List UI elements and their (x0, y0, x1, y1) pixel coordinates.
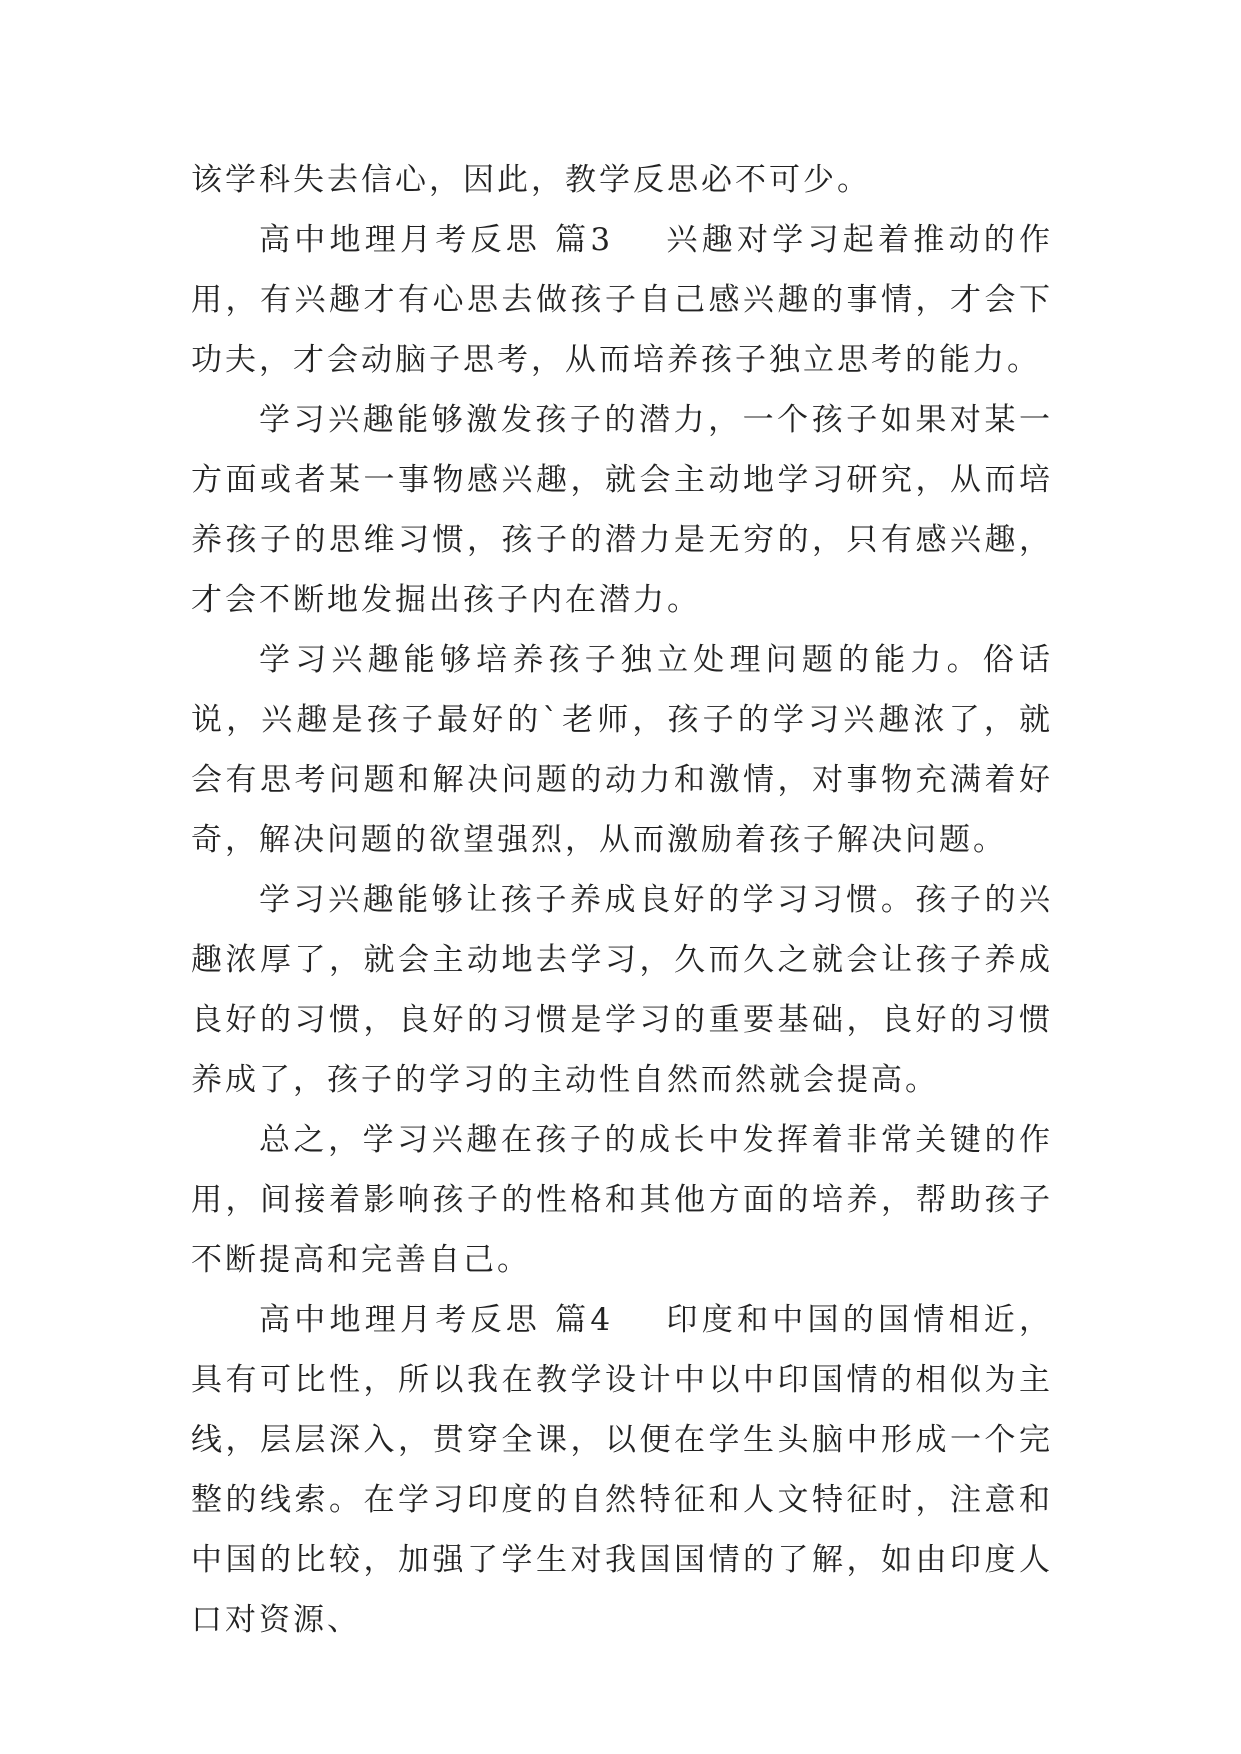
document-body (191, 150, 1053, 1650)
paragraph-habits: 学习兴趣能够让孩子养成良好的学习习惯。孩子的兴趣浓厚了，就会主动地去学习，久而久之就会让孩子养成良好的习惯，良好的习惯是学习的重要基础，良好的习惯养成了，孩子的学习的主动性自然而然就会提高。 (191, 882, 1053, 1098)
paragraph-text: 印度和中国的国情相近，具有可比性，所以我在教学设计中以中印国情的相似为主线，层层深入，贯穿全课，以便在学生头脑中形成一个完整的线索。在学习印度的自然特征和人文特征时，注意和中国的比较，加强了学生对我国国情的了解，如由印度人口对资源、 (191, 1302, 1054, 1638)
paragraph-problem-solving: 学习兴趣能够培养孩子独立处理问题的能力。俗话说，兴趣是孩子最好的`老师，孩子的学习兴趣浓了，就会有思考问题和解决问题的动力和激情，对事物充满着好奇，解决问题的欲望强烈，从而激励着孩子解决问题。 (191, 642, 1053, 858)
paragraph-section-4-intro (191, 1290, 1053, 1650)
paragraph-text: 兴趣对学习起着推动的作用，有兴趣才有心思去做孩子自己感兴趣的事情，才会下功夫，才会动脑子思考，从而培养孩子独立思考的能力。 (191, 222, 1054, 378)
paragraph-section-3-intro (191, 210, 1053, 390)
paragraph-potential: 学习兴趣能够激发孩子的潜力，一个孩子如果对某一方面或者某一事物感兴趣，就会主动地学习研究，从而培养孩子的思维习惯，孩子的潜力是无穷的，只有感兴趣，才会不断地发掘出孩子内在潜力。 (191, 402, 1053, 618)
section-heading-4: 高中地理月考反思 篇4 (259, 1302, 614, 1338)
section-heading-3: 高中地理月考反思 篇3 (259, 222, 614, 258)
paragraph-continuation: 该学科失去信心，因此，教学反思必不可少。 (191, 162, 871, 198)
paragraph-conclusion: 总之，学习兴趣在孩子的成长中发挥着非常关键的作用，间接着影响孩子的性格和其他方面的培养，帮助孩子不断提高和完善自己。 (191, 1122, 1053, 1278)
